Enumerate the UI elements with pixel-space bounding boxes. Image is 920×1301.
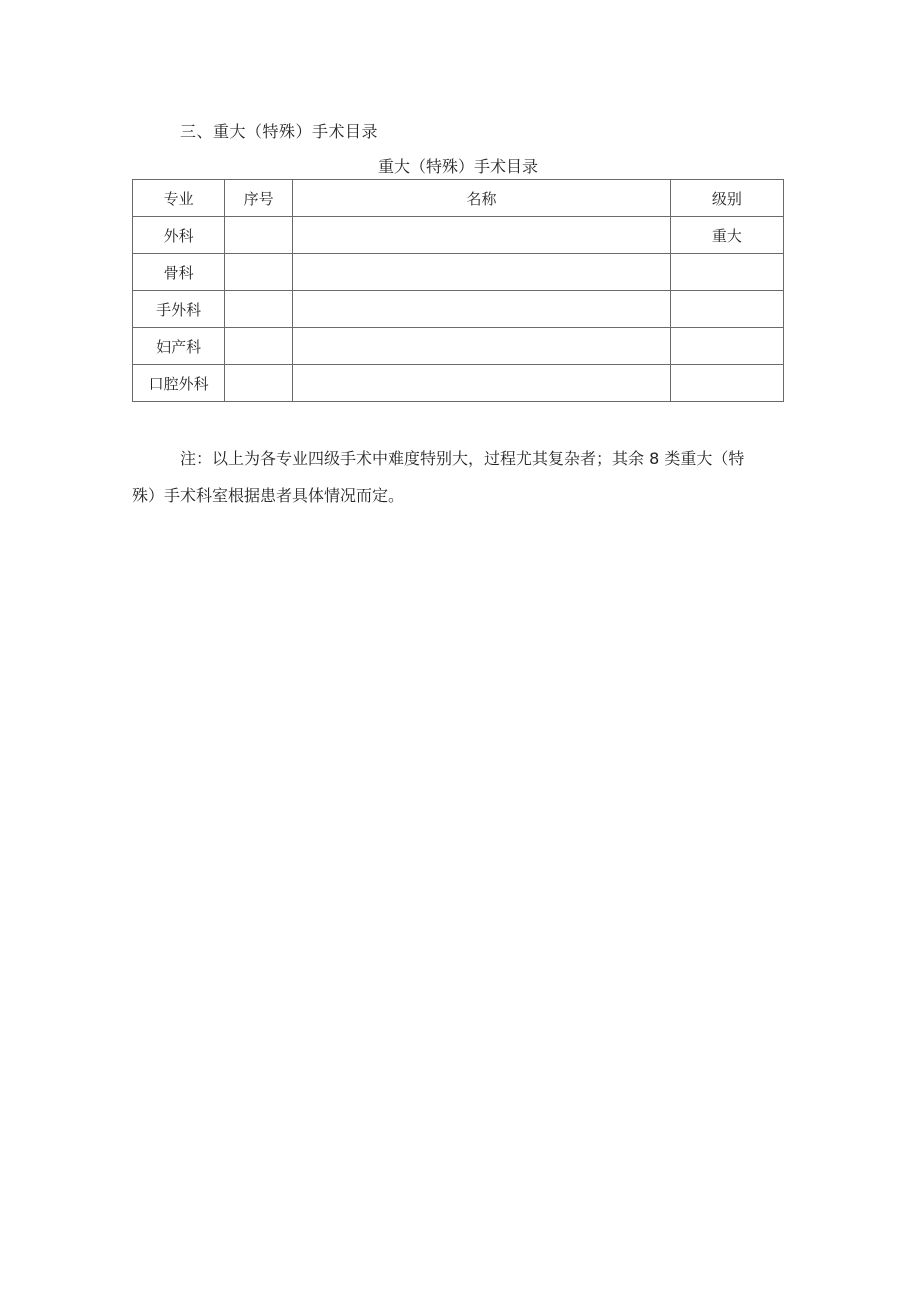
note-line-2: 殊）手术科室根据患者具体情况而定。 — [132, 486, 405, 505]
header-seq: 序号 — [225, 180, 293, 217]
cell-seq — [225, 328, 293, 365]
header-specialty: 专业 — [133, 180, 225, 217]
section-heading: 三、重大（特殊）手术目录 — [180, 122, 379, 141]
cell-level — [670, 328, 783, 365]
header-level: 级别 — [670, 180, 783, 217]
cell-specialty: 手外科 — [133, 291, 225, 328]
cell-level — [670, 291, 783, 328]
cell-seq — [225, 217, 293, 254]
cell-specialty: 骨科 — [133, 254, 225, 291]
note-paragraph — [132, 440, 784, 514]
table-row — [133, 291, 784, 328]
cell-specialty: 妇产科 — [133, 328, 225, 365]
cell-specialty: 口腔外科 — [133, 365, 225, 402]
header-name: 名称 — [293, 180, 671, 217]
cell-level — [670, 254, 783, 291]
cell-name — [293, 254, 671, 291]
table-row — [133, 328, 784, 365]
surgery-catalog-table — [132, 179, 784, 402]
cell-name — [293, 328, 671, 365]
cell-seq — [225, 291, 293, 328]
table-row — [133, 254, 784, 291]
cell-specialty: 外科 — [133, 217, 225, 254]
note-line-1: 注：以上为各专业四级手术中难度特别大，过程尤其复杂者；其余 8 类重大（特 — [180, 449, 745, 468]
cell-name — [293, 291, 671, 328]
table-caption: 重大（特殊）手术目录 — [377, 157, 538, 176]
cell-seq — [225, 365, 293, 402]
cell-level — [670, 365, 783, 402]
table-row — [133, 217, 784, 254]
cell-level: 重大 — [670, 217, 783, 254]
cell-seq — [225, 254, 293, 291]
cell-name — [293, 217, 671, 254]
table-row — [133, 365, 784, 402]
cell-name — [293, 365, 671, 402]
table-header-row — [133, 180, 784, 217]
